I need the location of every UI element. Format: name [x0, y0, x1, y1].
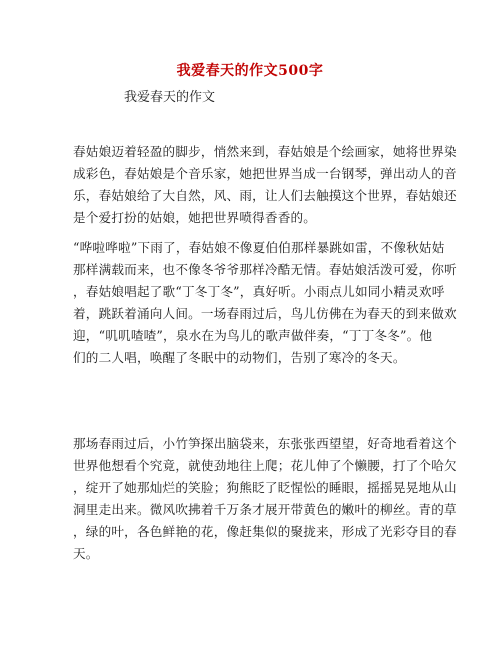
- paragraph-line: 世界他想看个究竟，就使劲地往上爬；花儿伸了个懒腰，打了个哈欠: [73, 458, 457, 473]
- paragraph-1: [73, 141, 457, 229]
- paragraph-line: 着，跳跃着涌向人间。一场春雨过后，鸟儿仿佛在为春天的到来做欢: [73, 306, 457, 321]
- document-title: 我爱春天的作文500字: [176, 63, 324, 79]
- paragraph-line: ，春姑娘唱起了歌“丁冬丁冬”，真好听。小雨点儿如同小精灵欢呼: [73, 284, 445, 299]
- paragraph-3: [73, 433, 457, 565]
- document-subtitle: 我爱春天的作文: [124, 90, 216, 105]
- paragraph-line: 们的二人唱，唤醒了冬眠中的动物们，告别了寒冷的冬天。: [73, 350, 406, 365]
- paragraph-line: 迎，“叽叽喳喳”，泉水在为鸟儿的歌声做伴奏，“丁丁冬冬”。他: [73, 328, 433, 343]
- paragraph-line: ，绿的叶，各色鲜艳的花，像赶集似的聚拢来，形成了光彩夺目的春: [73, 524, 457, 539]
- paragraph-line: 是个爱打扮的姑娘，她把世界喷得香香的。: [73, 210, 317, 225]
- paragraph-line: 春姑娘迈着轻盈的脚步，悄然来到，春姑娘是个绘画家，她将世界染: [73, 144, 457, 159]
- paragraph-line: 那样满载而来，也不像冬爷爷那样冷酷无情。春姑娘活泼可爱，你听: [73, 262, 457, 277]
- paragraph-2: [73, 237, 457, 369]
- paragraph-line: ，绽开了她那灿烂的笑脸；狗熊眨了眨惺忪的睡眼，摇摇晃晃地从山: [73, 480, 457, 495]
- paragraph-line: 那场春雨过后，小竹笋探出脑袋来，东张张西望望，好奇地看着这个: [73, 436, 457, 451]
- paragraph-line: 成彩色，春姑娘是个音乐家，她把世界当成一台钢琴，弹出动人的音: [73, 166, 457, 181]
- paragraph-line: “哗啦哗啦”下雨了，春姑娘不像夏伯伯那样暴跳如雷，不像秋姑姑: [73, 240, 445, 255]
- paragraph-line: 天。: [73, 546, 99, 561]
- paragraph-line: 洞里走出来。微风吹拂着千万条才展开带黄色的嫩叶的柳丝。青的草: [73, 502, 457, 517]
- paragraph-line: 乐，春姑娘给了大自然，风、雨，让人们去触摸这个世界，春姑娘还: [73, 188, 457, 203]
